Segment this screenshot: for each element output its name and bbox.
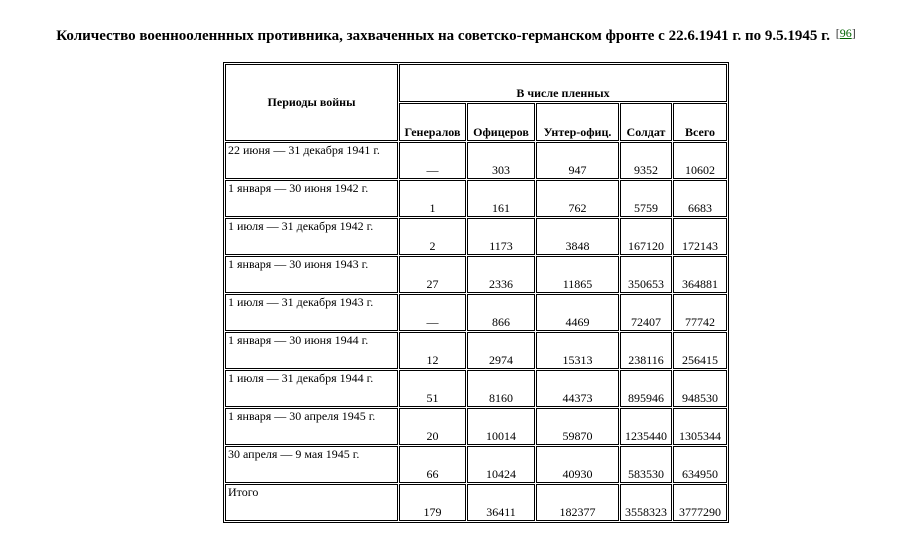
cell-total: 948530 bbox=[673, 370, 727, 407]
header-nco: Унтер-офиц. bbox=[536, 103, 619, 141]
table-header bbox=[225, 64, 727, 141]
cell-nco: 762 bbox=[536, 180, 619, 217]
table-row bbox=[225, 180, 727, 217]
cell-officers: 10424 bbox=[467, 446, 535, 483]
cell-total: 364881 bbox=[673, 256, 727, 293]
cell-nco: 15313 bbox=[536, 332, 619, 369]
table-body bbox=[225, 142, 727, 521]
cell-nco: 947 bbox=[536, 142, 619, 179]
header-soldiers: Солдат bbox=[620, 103, 672, 141]
prisoners-table bbox=[223, 62, 729, 523]
row-period: 1 июля — 31 декабря 1944 г. bbox=[225, 370, 398, 407]
table-row bbox=[225, 142, 727, 179]
table-row bbox=[225, 294, 727, 331]
cell-generals: 12 bbox=[399, 332, 466, 369]
cell-soldiers: 238116 bbox=[620, 332, 672, 369]
cell-generals: 27 bbox=[399, 256, 466, 293]
header-row-top bbox=[225, 64, 727, 102]
cell-nco: 44373 bbox=[536, 370, 619, 407]
cell-total: 634950 bbox=[673, 446, 727, 483]
cell-generals: 179 bbox=[399, 484, 466, 521]
header-period: Периоды войны bbox=[225, 64, 398, 141]
footnote-open-bracket: [ bbox=[835, 26, 840, 40]
cell-nco: 182377 bbox=[536, 484, 619, 521]
cell-soldiers: 583530 bbox=[620, 446, 672, 483]
table-row bbox=[225, 256, 727, 293]
table-row bbox=[225, 332, 727, 369]
cell-soldiers: 5759 bbox=[620, 180, 672, 217]
cell-generals: 20 bbox=[399, 408, 466, 445]
cell-generals: 1 bbox=[399, 180, 466, 217]
footnote-reference bbox=[836, 26, 856, 40]
cell-soldiers: 9352 bbox=[620, 142, 672, 179]
row-period: 1 июля — 31 декабря 1943 г. bbox=[225, 294, 398, 331]
cell-officers: 1173 bbox=[467, 218, 535, 255]
row-period: Итого bbox=[225, 484, 398, 521]
row-period: 1 января — 30 июня 1943 г. bbox=[225, 256, 398, 293]
cell-total: 10602 bbox=[673, 142, 727, 179]
cell-generals: — bbox=[399, 294, 466, 331]
row-period: 30 апреля — 9 мая 1945 г. bbox=[225, 446, 398, 483]
cell-total: 77742 bbox=[673, 294, 727, 331]
cell-officers: 10014 bbox=[467, 408, 535, 445]
cell-soldiers: 3558323 bbox=[620, 484, 672, 521]
cell-soldiers: 167120 bbox=[620, 218, 672, 255]
cell-officers: 36411 bbox=[467, 484, 535, 521]
cell-generals: 66 bbox=[399, 446, 466, 483]
header-generals: Генералов bbox=[399, 103, 466, 141]
cell-generals: — bbox=[399, 142, 466, 179]
cell-officers: 2336 bbox=[467, 256, 535, 293]
cell-nco: 11865 bbox=[536, 256, 619, 293]
cell-total: 256415 bbox=[673, 332, 727, 369]
cell-officers: 2974 bbox=[467, 332, 535, 369]
table-row bbox=[225, 218, 727, 255]
table-row-total bbox=[225, 484, 727, 521]
cell-nco: 59870 bbox=[536, 408, 619, 445]
cell-nco: 3848 bbox=[536, 218, 619, 255]
row-period: 1 июля — 31 декабря 1942 г. bbox=[225, 218, 398, 255]
row-period: 1 января — 30 апреля 1945 г. bbox=[225, 408, 398, 445]
cell-officers: 866 bbox=[467, 294, 535, 331]
cell-total: 172143 bbox=[673, 218, 727, 255]
cell-soldiers: 1235440 bbox=[620, 408, 672, 445]
page-title: Количество военнооленнных противника, захваченных на советско-германском фронте с 22.6.1941 г. по 9.5.1945 г. bbox=[56, 28, 830, 44]
row-period: 1 января — 30 июня 1942 г. bbox=[225, 180, 398, 217]
row-period: 22 июня — 31 декабря 1941 г. bbox=[225, 142, 398, 179]
cell-total: 6683 bbox=[673, 180, 727, 217]
cell-officers: 161 bbox=[467, 180, 535, 217]
cell-soldiers: 72407 bbox=[620, 294, 672, 331]
cell-generals: 2 bbox=[399, 218, 466, 255]
header-officers: Офицеров bbox=[467, 103, 535, 141]
cell-total: 3777290 bbox=[673, 484, 727, 521]
cell-total: 1305344 bbox=[673, 408, 727, 445]
cell-nco: 4469 bbox=[536, 294, 619, 331]
cell-officers: 303 bbox=[467, 142, 535, 179]
cell-officers: 8160 bbox=[467, 370, 535, 407]
footnote-link[interactable]: 96 bbox=[839, 26, 852, 40]
cell-soldiers: 350653 bbox=[620, 256, 672, 293]
cell-nco: 40930 bbox=[536, 446, 619, 483]
row-period: 1 января — 30 июня 1944 г. bbox=[225, 332, 398, 369]
cell-generals: 51 bbox=[399, 370, 466, 407]
header-prisoners-group: В числе пленных bbox=[399, 64, 727, 102]
table-row bbox=[225, 370, 727, 407]
footnote-close-bracket: ] bbox=[851, 26, 856, 40]
table-row bbox=[225, 446, 727, 483]
cell-soldiers: 895946 bbox=[620, 370, 672, 407]
page-title-line bbox=[0, 26, 912, 45]
header-total: Всего bbox=[673, 103, 727, 141]
table-row bbox=[225, 408, 727, 445]
